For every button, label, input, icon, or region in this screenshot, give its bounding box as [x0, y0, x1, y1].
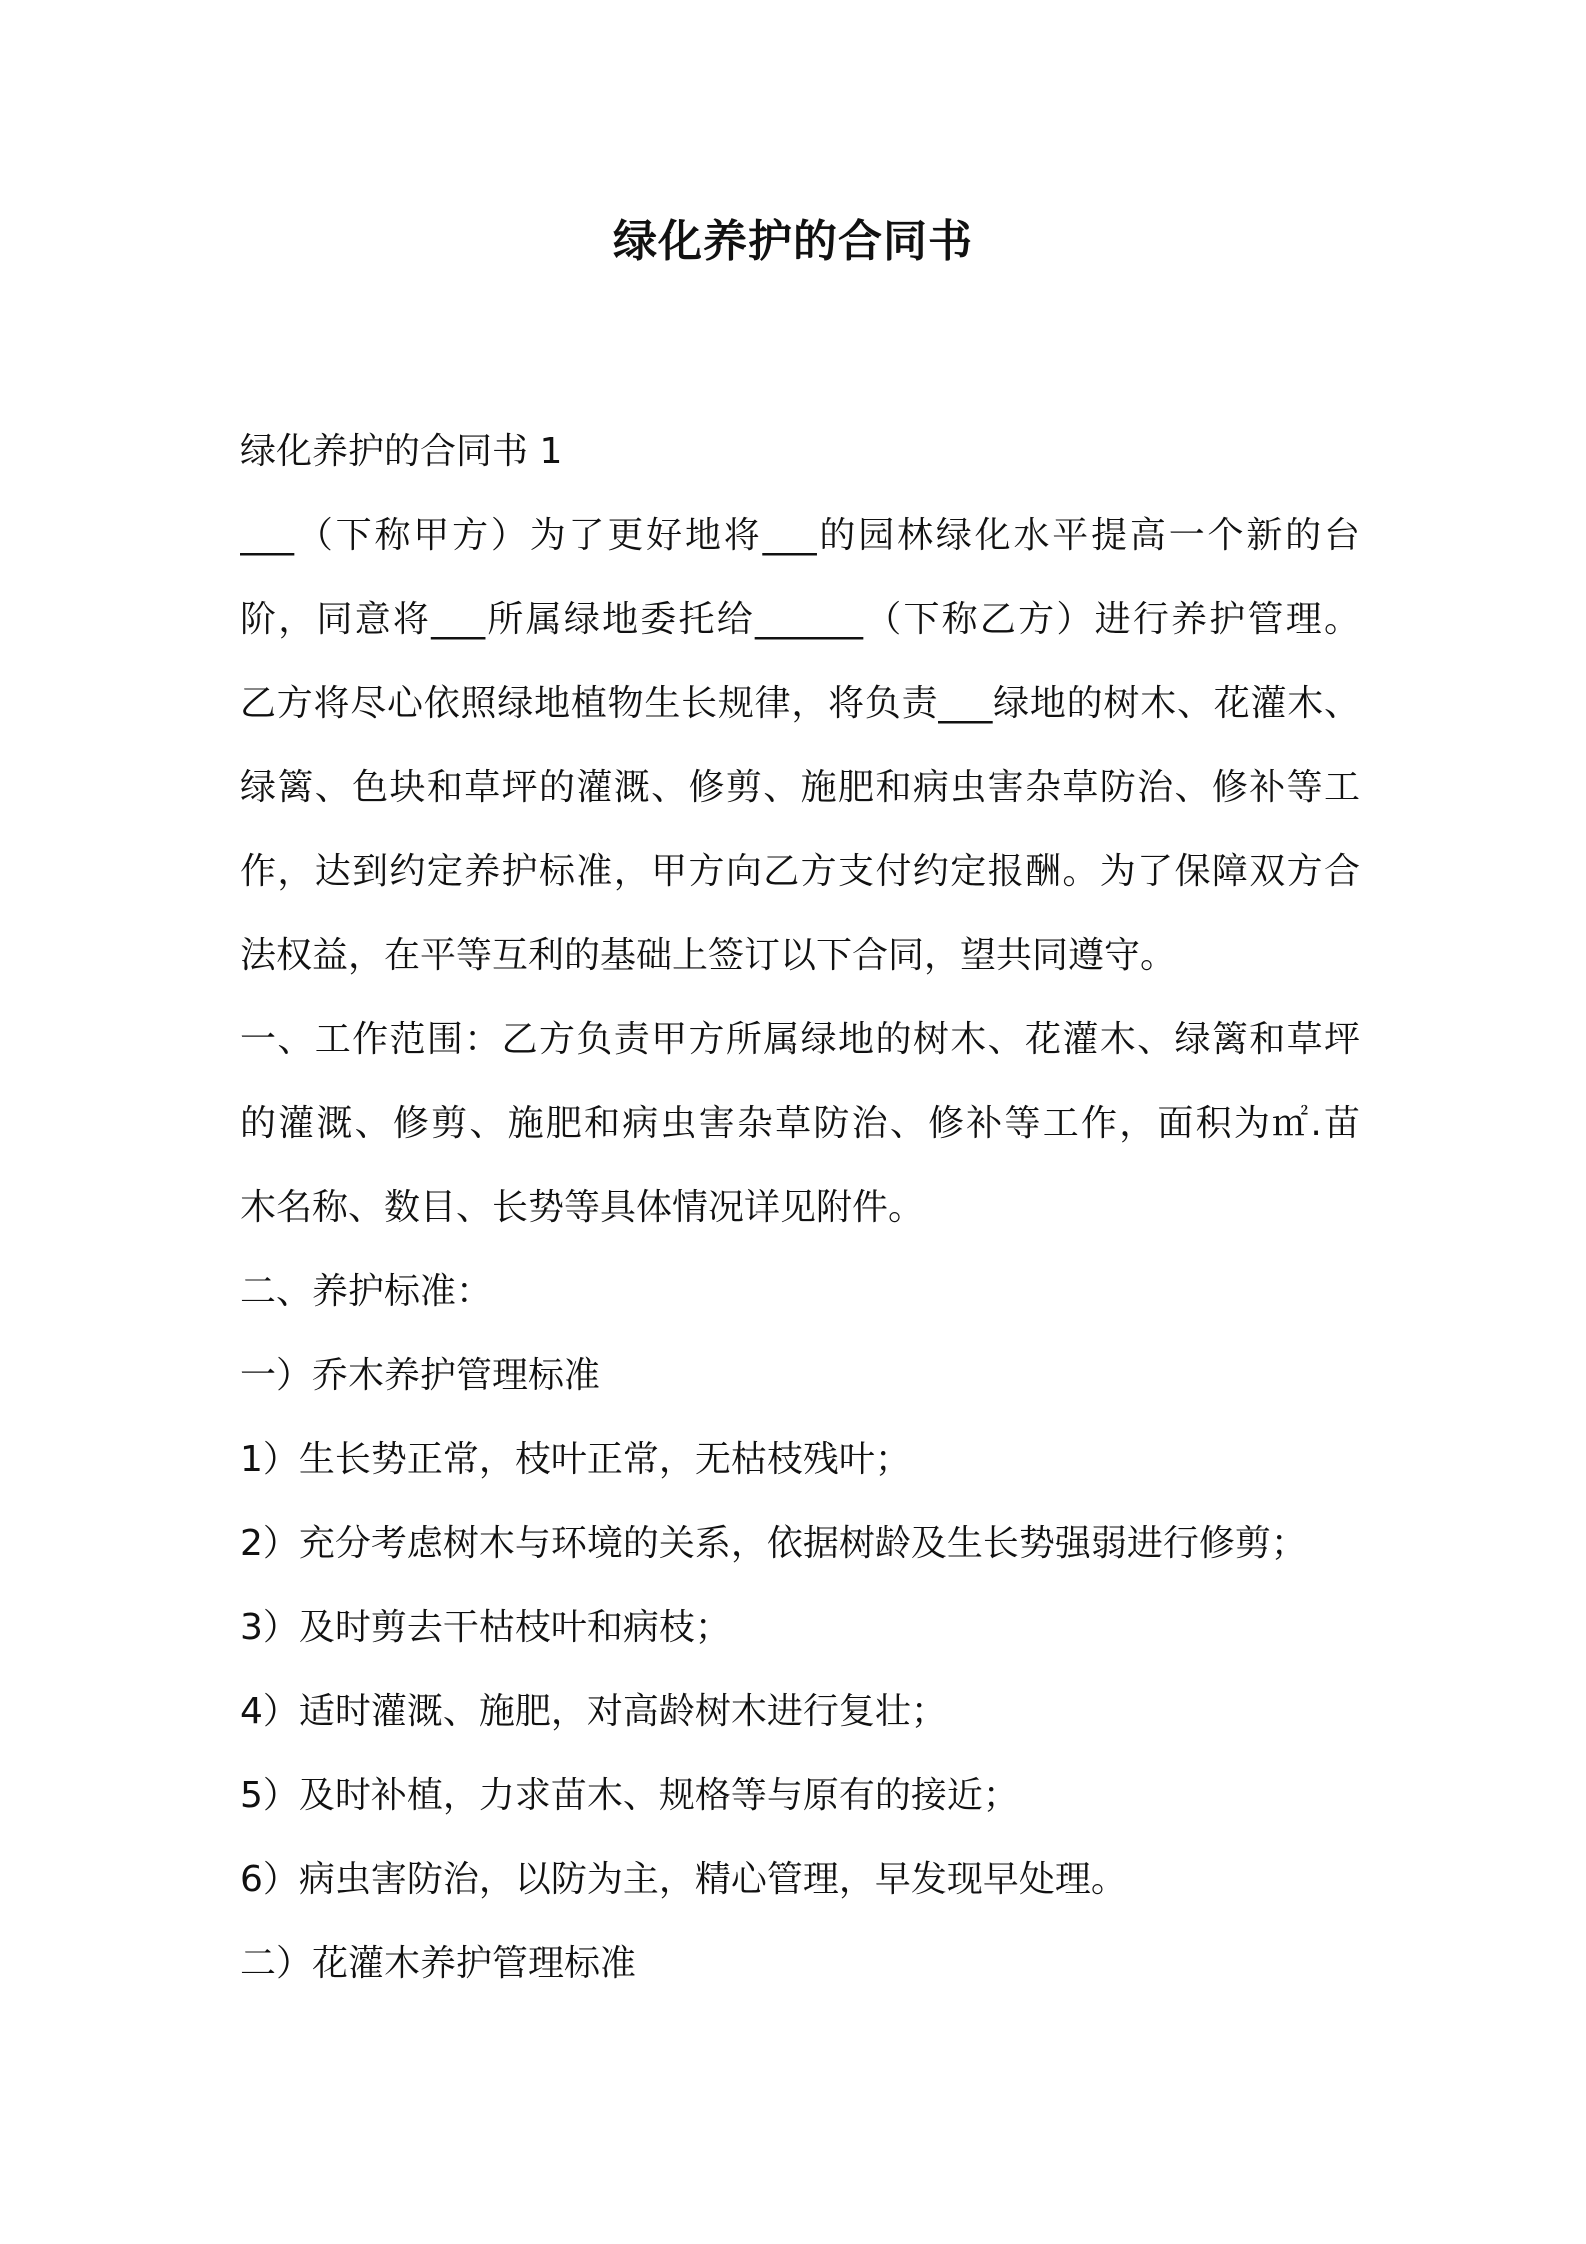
subsection-heading: 二）花灌木养护管理标准 — [240, 1943, 637, 1984]
list-item: 1）生长势正常，枝叶正常，无枯枝残叶； — [240, 1439, 911, 1480]
list-item: 6）病虫害防治，以防为主，精心管理，早发现早处理。 — [240, 1859, 1127, 1900]
list-item: 2）充分考虑树木与环境的关系，依据树龄及生长势强弱进行修剪； — [240, 1523, 1307, 1564]
paragraph-line: ___（下称甲方）为了更好地将___的园林绿化水平提高一个新的台 — [240, 515, 1360, 556]
paragraph-line: 一、工作范围：乙方负责甲方所属绿地的树木、花灌木、绿篱和草坪 — [240, 1019, 1360, 1060]
paragraph-line: 绿篱、色块和草坪的灌溉、修剪、施肥和病虫害杂草防治、修补等工 — [240, 767, 1360, 808]
document-body — [240, 410, 1360, 2006]
paragraph-line: 法权益，在平等互利的基础上签订以下合同，望共同遵守。 — [240, 935, 1177, 976]
paragraph-line: 阶，同意将___所属绿地委托给______（下称乙方）进行养护管理。 — [240, 599, 1360, 640]
list-item: 4）适时灌溉、施肥，对高龄树木进行复壮； — [240, 1691, 947, 1732]
paragraph-line: 作，达到约定养护标准，甲方向乙方支付约定报酬。为了保障双方合 — [240, 851, 1360, 892]
section-heading: 二、养护标准： — [240, 1271, 493, 1312]
paragraph-line: 的灌溉、修剪、施肥和病虫害杂草防治、修补等工作，面积为㎡.苗 — [240, 1103, 1360, 1144]
list-item: 3）及时剪去干枯枝叶和病枝； — [240, 1607, 731, 1648]
paragraph-line: 木名称、数目、长势等具体情况详见附件。 — [240, 1187, 925, 1228]
section-heading: 绿化养护的合同书 1 — [240, 431, 563, 472]
document-title: 绿化养护的合同书 — [613, 216, 973, 267]
subsection-heading: 一）乔木养护管理标准 — [240, 1355, 601, 1396]
list-item: 5）及时补植，力求苗木、规格等与原有的接近； — [240, 1775, 1019, 1816]
paragraph-line: 乙方将尽心依照绿地植物生长规律，将负责___绿地的树木、花灌木、 — [240, 683, 1360, 724]
